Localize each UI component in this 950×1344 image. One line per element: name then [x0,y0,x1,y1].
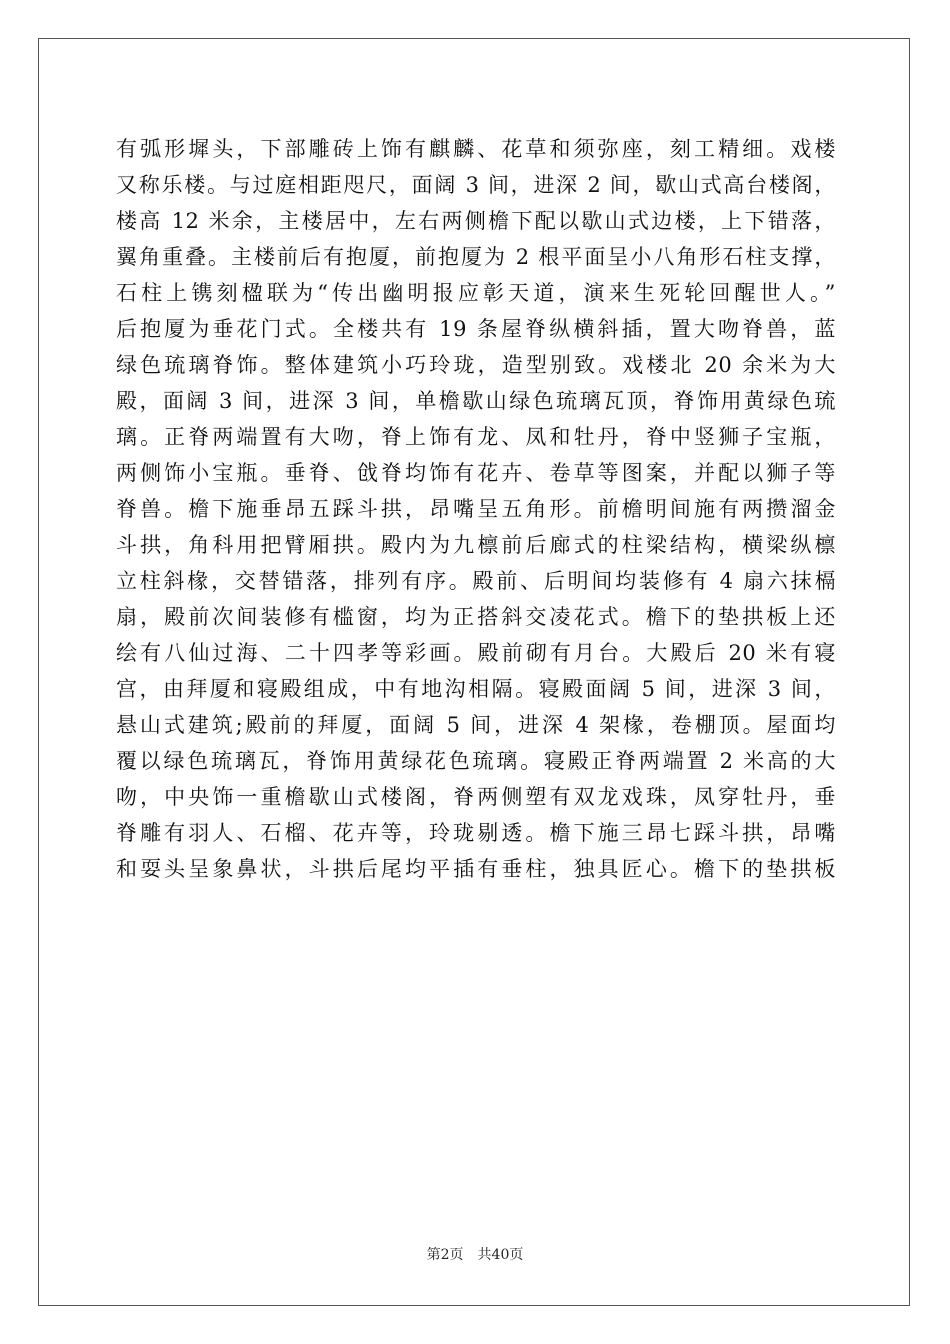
text-line-19: 吻，中央饰一重檐歇山式楼阁，脊两侧塑有双龙戏珠，凤穿牡丹，垂 [116,785,836,809]
text-line-8: 殿，面阔 3 间，进深 3 间，单檐歇山绿色琉璃瓦顶，脊饰用黄绿色琉 [116,389,836,413]
text-line-15: 绘有八仙过海、二十四孝等彩画。殿前砌有月台。大殿后 20 米有寝 [116,641,836,665]
text-line-5: 石柱上镌刻楹联为“传出幽明报应彰天道，演来生死轮回醒世人。” [116,281,836,305]
text-line-18: 覆以绿色琉璃瓦，脊饰用黄绿花色琉璃。寝殿正脊两端置 2 米高的大 [116,749,836,773]
text-line-10: 两侧饰小宝瓶。垂脊、戗脊均饰有花卉、卷草等图案，并配以狮子等 [116,461,836,485]
text-line-7: 绿色琉璃脊饰。整体建筑小巧玲珑，造型别致。戏楼北 20 余米为大 [116,353,836,377]
text-line-3: 楼高 12 米余，主楼居中，左右两侧檐下配以歇山式边楼，上下错落， [116,209,836,233]
text-line-12: 斗拱，角科用把臂厢拱。殿内为九檩前后廊式的柱梁结构，横梁纵檩 [116,533,836,557]
text-line-11: 脊兽。檐下施垂昂五踩斗拱，昂嘴呈五角形。前檐明间施有两攒溜金 [116,497,836,521]
body-text [116,131,836,887]
page-total: 共40页 [477,1247,524,1263]
text-line-6: 后抱厦为垂花门式。全楼共有 19 条屋脊纵横斜插，置大吻脊兽，蓝 [116,317,836,341]
page-footer [0,1244,950,1264]
text-line-21: 和耍头呈象鼻状，斗拱后尾均平插有垂柱，独具匠心。檐下的垫拱板 [116,857,836,881]
text-line-20: 脊雕有羽人、石榴、花卉等，玲珑剔透。檐下施三昂七踩斗拱，昂嘴 [116,821,836,845]
page-number: 第2页 [426,1247,464,1263]
text-line-4: 翼角重叠。主楼前后有抱厦，前抱厦为 2 根平面呈小八角形石柱支撑， [116,245,836,269]
text-line-14: 扇，殿前次间装修有槛窗，均为正搭斜交凌花式。檐下的垫拱板上还 [116,605,836,629]
text-line-2: 又称乐楼。与过庭相距咫尺，面阔 3 间，进深 2 间，歇山式高台楼阁， [116,173,836,197]
text-line-1: 有弧形墀头，下部雕砖上饰有麒麟、花草和须弥座，刻工精细。戏楼 [116,137,836,161]
text-line-13: 立柱斜椽，交替错落，排列有序。殿前、后明间均装修有 4 扇六抹槅 [116,569,836,593]
text-line-17: 悬山式建筑;殿前的拜厦，面阔 5 间，进深 4 架椽，卷棚顶。屋面均 [116,713,836,737]
text-line-16: 宫，由拜厦和寝殿组成，中有地沟相隔。寝殿面阔 5 间，进深 3 间， [116,677,836,701]
text-line-9: 璃。正脊两端置有大吻，脊上饰有龙、凤和牡丹，脊中竖狮子宝瓶， [116,425,836,449]
